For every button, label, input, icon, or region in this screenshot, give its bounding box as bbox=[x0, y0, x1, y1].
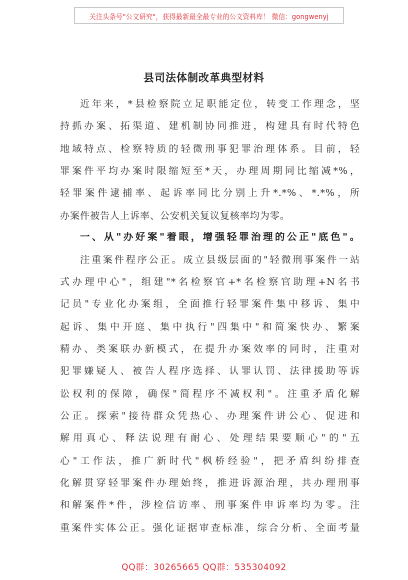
document-title: 县司法体制改革典型材料 bbox=[143, 72, 265, 84]
paragraph-line: 近年来，*县检察院立足职能定位，转变工作理念，坚 bbox=[80, 99, 360, 110]
paragraph-line: 轻罪案件逮捕率、起诉率同比分别上升*.*%、*.*%，所 bbox=[60, 188, 360, 199]
paragraph-line: 记员"专业化办案组，全面推行轻罪案件集中移诉、集中 bbox=[60, 299, 360, 310]
paragraph-line: 地域特点、检察特质的轻微刑事犯罪治理体系。目前，轻 bbox=[60, 144, 360, 155]
paragraph-line: 犯罪嫌疑人、被告人程序选择、认罪认罚、法律援助等诉 bbox=[60, 366, 360, 377]
footer-contact: QQ群：30265665 QQ群：535304092 bbox=[121, 563, 287, 573]
paragraph-line: 注重案件程序公正。成立县级层面的"轻微刑事案件一站 bbox=[80, 255, 360, 266]
paragraph-line: 化解贯穿轻罪案件办理始终，推进诉源治理，共办理刑事 bbox=[60, 478, 360, 489]
paragraph-line: 解用真心、释法说理有耐心、处理结果要顺心"的"五 bbox=[60, 433, 360, 444]
paragraph-line: 心"工作法，推广新时代"枫桥经验"，把矛盾纠纷排查 bbox=[60, 456, 360, 467]
section-heading: 一、从"办好案"着眼，增强轻罪治理的公正"底色"。 bbox=[80, 232, 360, 243]
paragraph-line: 持抓办案、拓渠道、建机制协同推进，构建具有时代特色 bbox=[60, 121, 360, 132]
paragraph-line: 重案件实体公正。强化证据审查标准，综合分析、全面考量 bbox=[60, 523, 360, 534]
header-banner: 关注头条号"公文研究"，获得最新最全最专业的公文资料库！ 微信：gongwenyj bbox=[74, 7, 344, 24]
paragraph-line: 办案件被告人上诉率、公安机关复议复核率均为零。 bbox=[60, 211, 290, 222]
paragraph-line: 精办、类案联办新模式，在提升办案效率的同时，注重对 bbox=[60, 344, 360, 355]
paragraph-line: 式办理中心"，组建"*名检察官+*名检察官助理+N名书 bbox=[60, 277, 360, 288]
paragraph-line: 起诉、集中开庭、集中执行"四集中"和简案快办、繁案 bbox=[60, 322, 360, 333]
paragraph-line: 罪案件平均办案时限缩短至*天，办理周期同比缩减*%， bbox=[60, 166, 360, 177]
paragraph-line: 和解案件*件，涉检信访率、刑事案件申诉率均为零。注 bbox=[60, 500, 360, 511]
paragraph-line: 公正。探索"接待群众凭热心、办理案件讲公心、促进和 bbox=[60, 411, 360, 422]
paragraph-line: 讼权利的保障，确保"简程序不减权利"。注重矛盾化解 bbox=[60, 389, 360, 400]
